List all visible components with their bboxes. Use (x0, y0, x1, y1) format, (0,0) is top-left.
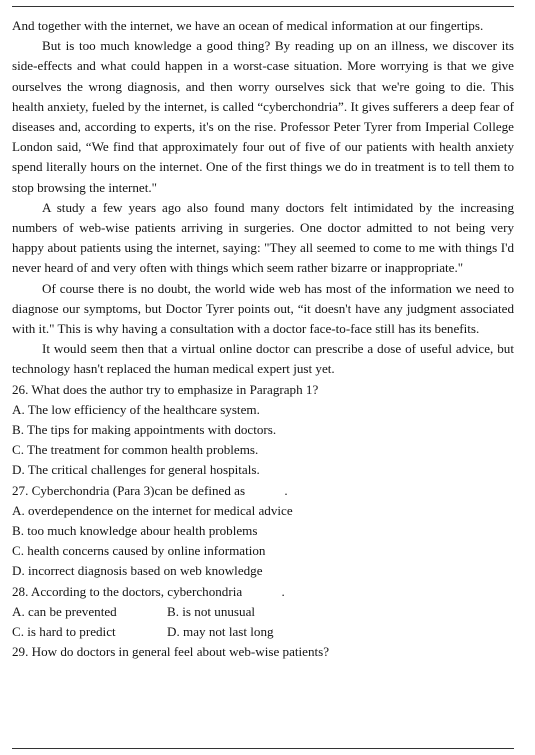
option-a: A. overdependence on the internet for medical advice (12, 502, 293, 518)
option-c: C. health concerns caused by online information (12, 543, 266, 559)
option-d: D. The critical challenges for general hospitals. (12, 462, 260, 478)
paragraph-web-judgment: Of course there is no doubt, the world wide web has most of the information we need to diagnose our symptoms, but Doctor Tyrer points out, “it doesn't have any judgment associated with it." This is why having a consultation with a doctor face-to-face still has its benefits. (12, 280, 514, 337)
option-a: A. The low efficiency of the healthcare system. (12, 401, 260, 417)
question-27 (12, 481, 514, 582)
option-b: B. too much knowledge abour health problems (12, 523, 258, 539)
option-row-ab (12, 602, 514, 622)
question-stem: 26. What does the author try to emphasize in Paragraph 1? (12, 381, 319, 397)
paragraph-intro: And together with the internet, we have an ocean of medical information at our fingertips. (12, 18, 484, 33)
exam-page (12, 16, 514, 663)
question-stem: 27. Cyberchondria (Para 3)can be defined as . (12, 482, 288, 498)
option-row-cd (12, 622, 514, 642)
question-stem: 28. According to the doctors, cyberchondria . (12, 583, 285, 599)
option-d: D. may not last long (167, 624, 274, 640)
option-b: B. is not unusual (167, 603, 256, 619)
question-29 (12, 642, 514, 662)
question-26 (12, 380, 514, 481)
paragraph-conclusion: It would seem then that a virtual online doctor can prescribe a dose of useful advice, but technology hasn't replaced the human medical expert just yet. (12, 341, 514, 377)
option-a: A. can be prevented (12, 603, 117, 619)
top-rule (12, 6, 514, 7)
question-stem: 29. How do doctors in general feel about web-wise patients? (12, 644, 330, 660)
option-c: C. is hard to predict (12, 624, 116, 640)
paragraph-cyberchondria: But is too much knowledge a good thing? By reading up on an illness, we discover its side-effects and what could happen in a worst-case situation. More worrying is that we give ourselves the wrong diagnosis, and then worry ourselves sick that we're going to die. This health anxiety, fueled by the internet, is called “cyberchondria”. It gives sufferers a deep fear of diseases and, according to experts, it's on the rise. Professor Peter Tyrer from Imperial College London said, “We find that approximately four out of five of our patients with health anxiety spend literally hours on the internet. One of the first things we do in treatment is to tell them to stop browsing the internet." (12, 38, 514, 195)
option-b: B. The tips for making appointments with doctors. (12, 422, 277, 438)
option-d: D. incorrect diagnosis based on web knowledge (12, 563, 263, 579)
option-c: C. The treatment for common health problems. (12, 442, 259, 458)
paragraph-doctors-study: A study a few years ago also found many doctors felt intimidated by the increasing numbers of web-wise patients arriving in surgeries. One doctor admitted to not being very happy about patients using the internet, saying: "They all seemed to come to me with things I'd never heard of and very often with things which seem rather bizarre or inappropriate." (12, 199, 514, 276)
question-28 (12, 582, 514, 643)
bottom-rule (12, 748, 514, 749)
